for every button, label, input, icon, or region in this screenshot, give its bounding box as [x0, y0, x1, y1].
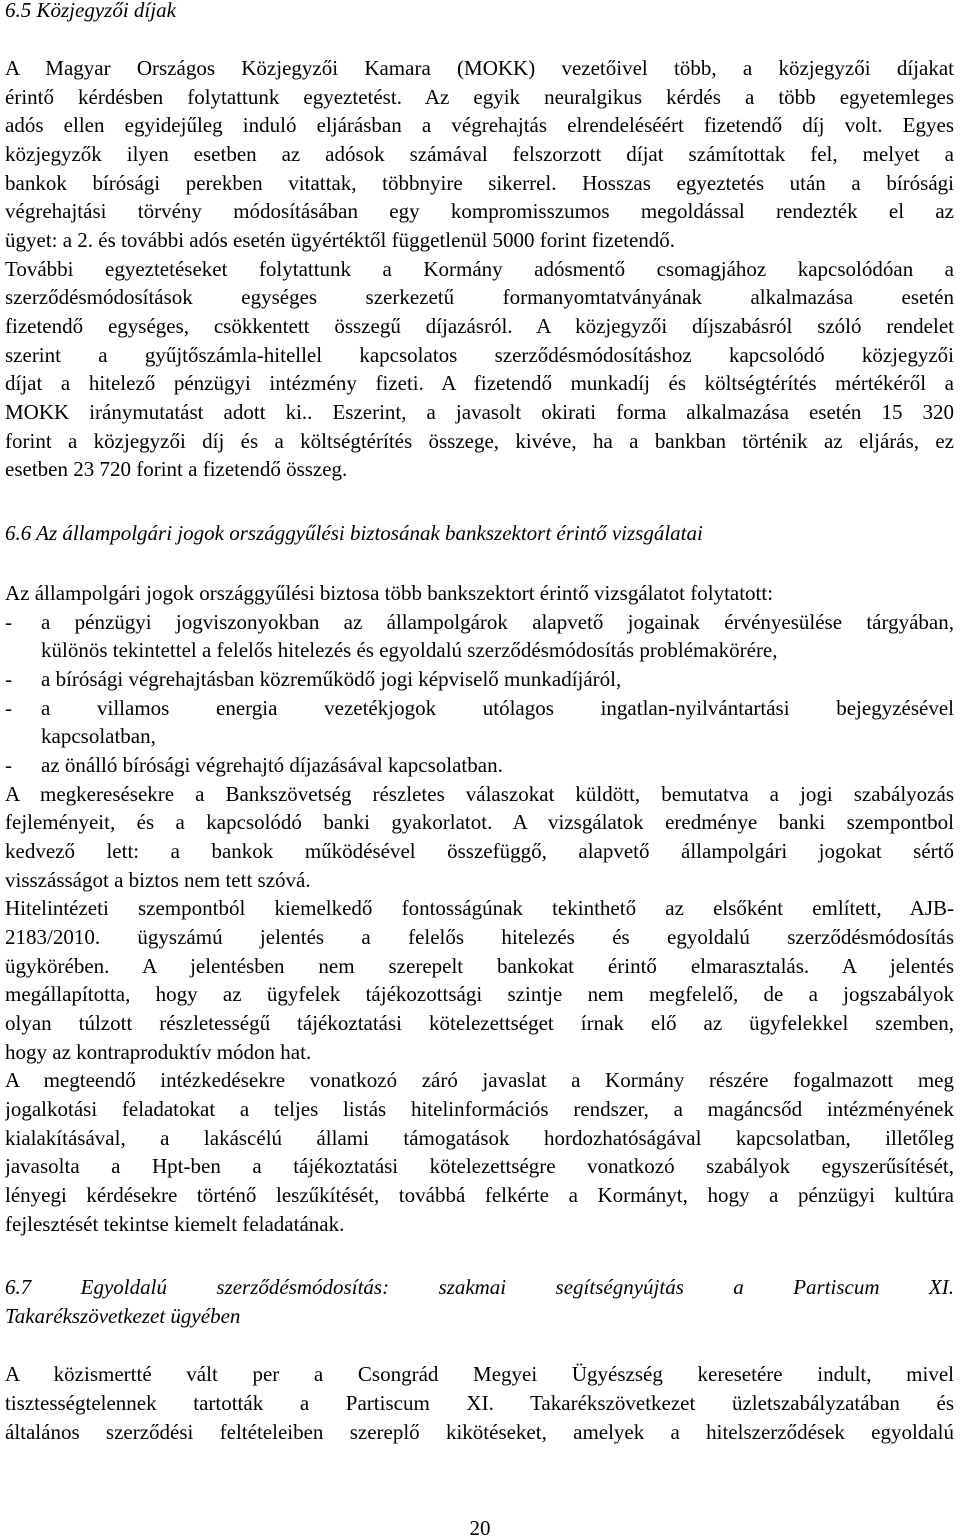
page-number: 20: [469, 1516, 491, 1540]
paragraph-line: szerint a gyűjtőszámla-hitellel kapcsolatos szerződésmódosításhoz kapcsolódó közjegyzői: [5, 343, 954, 367]
bullet-marker: -: [5, 753, 12, 777]
paragraph-line: jogalkotási feladatokat a teljes listás hitelinformációs rendszer, a magáncsőd intézményének: [5, 1097, 954, 1121]
bullet-item-continuation: különös tekintettel a felelős hitelezés és egyoldalú szerződésmódosítás problémakörére,: [41, 638, 778, 662]
paragraph-line: adós ellen egyidejűleg induló eljárásban a végrehajtás elrendeléséért fizetendő díj volt. Egyes: [5, 113, 954, 137]
paragraph-line: olyan túlzott részletességű tájékoztatási kötelezettséget írnak elő az ügyfelekkel szemben,: [5, 1011, 954, 1035]
paragraph-line: fejleményeit, és a kapcsolódó banki gyakorlatot. A vizsgálatok eredménye banki szempontbol: [5, 810, 954, 834]
paragraph-line: Hitelintézeti szempontból kiemelkedő fontosságúnak tekinthető az elsőként említett, AJB-: [5, 896, 954, 920]
paragraph-line: fizetendő egységes, csökkentett összegű díjazásról. A közjegyzői díjszabásról szóló rendelet: [5, 314, 954, 338]
paragraph-line: szerződésmódosítások egységes szerkezetű formanyomtatványának alkalmazása esetén: [5, 285, 954, 309]
paragraph-line: ügykörében. A jelentésben nem szerepelt bankokat érintő elmarasztalás. A jelentés: [5, 954, 954, 978]
paragraph-line: hogy az kontraproduktív módon hat.: [5, 1040, 312, 1064]
paragraph-line: kialakításával, a lakáscélú állami támogatások hordozhatóságával kapcsolatban, illetőleg: [5, 1126, 954, 1150]
bullet-item: a villamos energia vezetékjogok utólagos ingatlan-nyilvántartási bejegyzésével: [41, 696, 954, 720]
bullet-item-continuation: kapcsolatban,: [41, 724, 156, 748]
paragraph-line: kedvező lett: a bankok működésével összefüggő, alapvető állampolgári jogokat sértő: [5, 839, 954, 863]
paragraph-line: A megkeresésekre a Bankszövetség részletes válaszokat küldött, bemutatva a jogi szabályozás: [5, 782, 954, 806]
paragraph-line: A Magyar Országos Közjegyzői Kamara (MOKK) vezetőivel több, a közjegyzői díjakat: [5, 56, 954, 80]
section-heading-6-5: 6.5 Közjegyzői díjak: [5, 0, 176, 22]
paragraph-line: Az állampolgári jogok országgyűlési biztosa több bankszektort érintő vizsgálatot folytatott:: [5, 581, 774, 605]
paragraph-line: javasolta a Hpt-ben a tájékoztatási kötelezettségre vonatkozó szabályok egyszerűsítését,: [5, 1154, 954, 1178]
paragraph-line: fejlesztését tekintse kiemelt feladatának.: [5, 1212, 345, 1236]
bullet-marker: -: [5, 667, 12, 691]
section-heading-6-6: 6.6 Az állampolgári jogok országgyűlési biztosának bankszektort érintő vizsgálatai: [5, 521, 703, 545]
paragraph-line: A közismertté vált per a Csongrád Megyei Ügyészség keresetére indult, mivel: [5, 1362, 954, 1386]
bullet-item: az önálló bírósági végrehajtó díjazásával kapcsolatban.: [41, 753, 503, 777]
paragraph-line: megállapította, hogy az ügyfelek tájékozottsági szintje nem megfelelő, de a jogszabályok: [5, 982, 954, 1006]
paragraph-line: lényegi kérdésekre történő leszűkítését, továbbá felkérte a Kormányt, hogy a pénzügyi kultúra: [5, 1183, 954, 1207]
paragraph-line: bankok bírósági perekben vitattak, többnyire sikerrel. Hosszas egyeztetés után a bírósági: [5, 171, 954, 195]
paragraph-line: esetben 23 720 forint a fizetendő összeg.: [5, 457, 348, 481]
bullet-item: a pénzügyi jogviszonyokban az állampolgárok alapvető jogainak érvényesülése tárgyában,: [41, 610, 954, 634]
paragraph-line: forint a közjegyzői díj és a költségtérítés összege, kivéve, ha a bankban történik az eljárás, ez: [5, 429, 954, 453]
paragraph-line: általános szerződési feltételeiben szereplő kikötéseket, amelyek a hitelszerződések egyoldalú: [5, 1420, 954, 1444]
bullet-item: a bírósági végrehajtásban közreműködő jogi képviselő munkadíjáról,: [41, 667, 622, 691]
paragraph-line: További egyeztetéseket folytattunk a Kormány adósmentő csomagjához kapcsolódóan a: [5, 257, 954, 281]
paragraph-line: MOKK iránymutatást adott ki.. Eszerint, a javasolt okirati forma alkalmazása esetén 15 320: [5, 400, 954, 424]
paragraph-line: díjat a hitelező pénzügyi intézmény fizeti. A fizetendő munkadíj és költségtérítés mértékéről a: [5, 371, 954, 395]
paragraph-line: A megteendő intézkedésekre vonatkozó záró javaslat a Kormány részére fogalmazott meg: [5, 1068, 954, 1092]
section-heading-6-7: 6.7 Egyoldalú szerződésmódosítás: szakmai segítségnyújtás a Partiscum XI.: [5, 1275, 954, 1299]
paragraph-line: 2183/2010. ügyszámú jelentés a felelős hitelezés és egyoldalú szerződésmódosítás: [5, 925, 954, 949]
paragraph-line: végrehajtási törvény módosításában egy kompromisszumos megoldással rendezték el az: [5, 199, 954, 223]
paragraph-line: közjegyzők ilyen esetben az adósok számával felszorzott díjat számítottak fel, melyet a: [5, 142, 954, 166]
bullet-marker: -: [5, 610, 12, 634]
paragraph-line: visszásságot a biztos nem tett szóvá.: [5, 868, 311, 892]
bullet-marker: -: [5, 696, 12, 720]
paragraph-line: érintő kérdésben folytattunk egyeztetést. Az egyik neuralgikus kérdés a több egyetemleges: [5, 85, 954, 109]
section-heading-6-7-continuation: Takarékszövetkezet ügyében: [5, 1304, 241, 1328]
paragraph-line: ügyet: a 2. és további adós esetén ügyértéktől függetlenül 5000 forint fizetendő.: [5, 228, 676, 252]
paragraph-line: tisztességtelennek tartották a Partiscum XI. Takarékszövetkezet üzletszabályzatában és: [5, 1391, 954, 1415]
